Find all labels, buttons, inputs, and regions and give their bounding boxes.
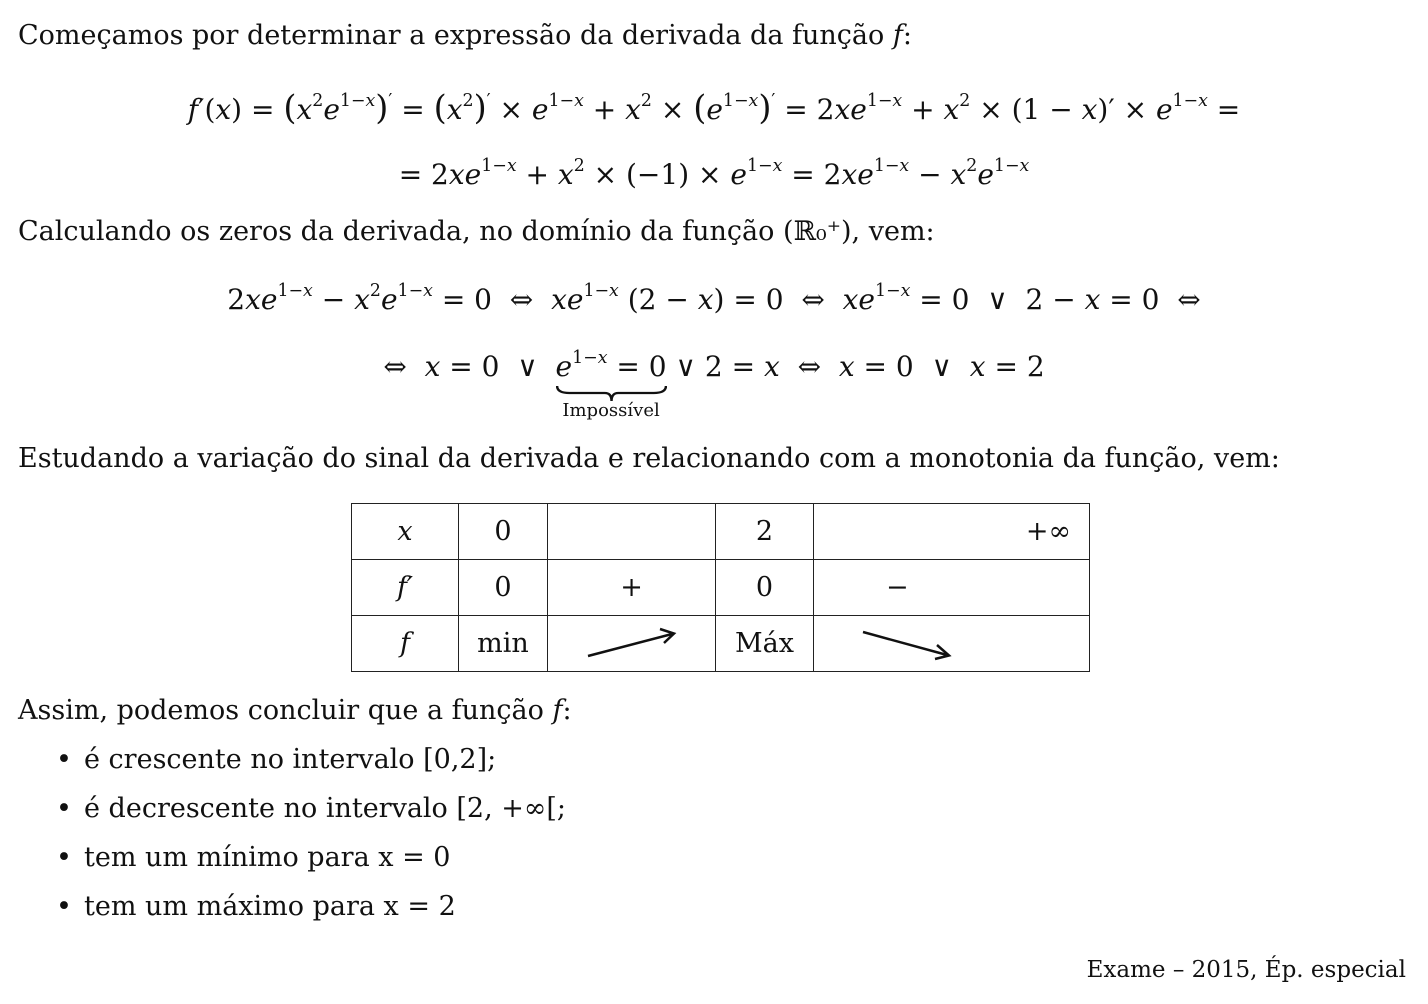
cell-x-0: 0 <box>459 504 548 560</box>
conclusion-colon: : <box>562 695 572 726</box>
cell-derivative-label: f′ <box>352 560 459 616</box>
intro-text: Começamos por determinar a expressão da derivada da função <box>18 20 885 51</box>
table-row-derivative <box>352 560 1090 616</box>
cell-decreasing-arrow <box>814 616 1090 672</box>
cell-derivative-sign-2: − <box>814 560 1090 616</box>
cell-x-interval-1 <box>548 504 716 560</box>
cell-x-infinity: +∞ <box>814 504 1090 560</box>
list-item: • tem um máximo para x = 2 <box>44 887 566 936</box>
table-row-function <box>352 616 1090 672</box>
list-item: • tem um mínimo para x = 0 <box>44 838 566 887</box>
list-item: • é crescente no intervalo [0,2]; <box>44 740 566 789</box>
cell-derivative-at-0: 0 <box>459 560 548 616</box>
table-row-x <box>352 504 1090 560</box>
exam-source-footer: Exame – 2015, Ép. especial <box>1086 957 1406 983</box>
conclusion-list <box>44 740 566 936</box>
cell-derivative-sign-1: + <box>548 560 716 616</box>
variation-table <box>351 503 1090 672</box>
conclusion-line <box>18 695 572 726</box>
increasing-arrow-icon <box>548 616 715 671</box>
impossible-term: $e^{1-x} = 0$ Impossível <box>555 347 667 421</box>
conclusion-text: Assim, podemos concluir que a função <box>18 695 544 726</box>
derivative-equation-line-1: $f'(x) = (x^2e^{1-x})' = (x^2)' \times e^{1-x} + x^2 \times (e^{1-x})' = 2xe^{1-x} + x^2 \times (1 - x)' \times e^{1-x}$ = <box>187 88 1241 127</box>
cell-function-min: min <box>459 616 548 672</box>
cell-x-label: x <box>352 504 459 560</box>
cell-function-max: Máx <box>716 616 814 672</box>
cell-derivative-at-2: 0 <box>716 560 814 616</box>
intro-function-name: f <box>892 20 903 51</box>
zeros-intro: Calculando os zeros da derivada, no domínio da função (ℝ₀⁺), vem: <box>18 216 935 247</box>
conclusion-function-name: f <box>552 695 563 726</box>
intro-line <box>18 20 912 51</box>
cell-function-label: f <box>352 616 459 672</box>
derivative-equation-line-2: = $2xe^{1-x} + x^2 \times (-1) \times e^{1-x} = 2xe^{1-x} - x^2e^{1-x}$ <box>398 155 1030 191</box>
cell-x-2: 2 <box>716 504 814 560</box>
list-item: • é decrescente no intervalo [2, +∞[; <box>44 789 566 838</box>
intro-colon: : <box>902 20 912 51</box>
zeros-equation-line-2: ⇔ x = 0 ∨ $e^{1-x} = 0$ Impossível ∨ 2 = x ⇔ x = 0 ∨ x = 2 <box>383 347 1045 421</box>
impossible-label: Impossível <box>562 400 660 421</box>
decreasing-arrow-icon <box>814 616 1089 671</box>
sign-study-intro: Estudando a variação do sinal da derivada e relacionando com a monotonia da função, vem: <box>18 443 1280 474</box>
zeros-equation-line-1: $2xe^{1-x} - x^2e^{1-x} = 0$ ⇔ $xe^{1-x}$ (2 − x) = 0 ⇔ $xe^{1-x} = 0$ ∨ 2 − x = 0 ⇔ <box>227 280 1201 316</box>
cell-increasing-arrow <box>548 616 716 672</box>
